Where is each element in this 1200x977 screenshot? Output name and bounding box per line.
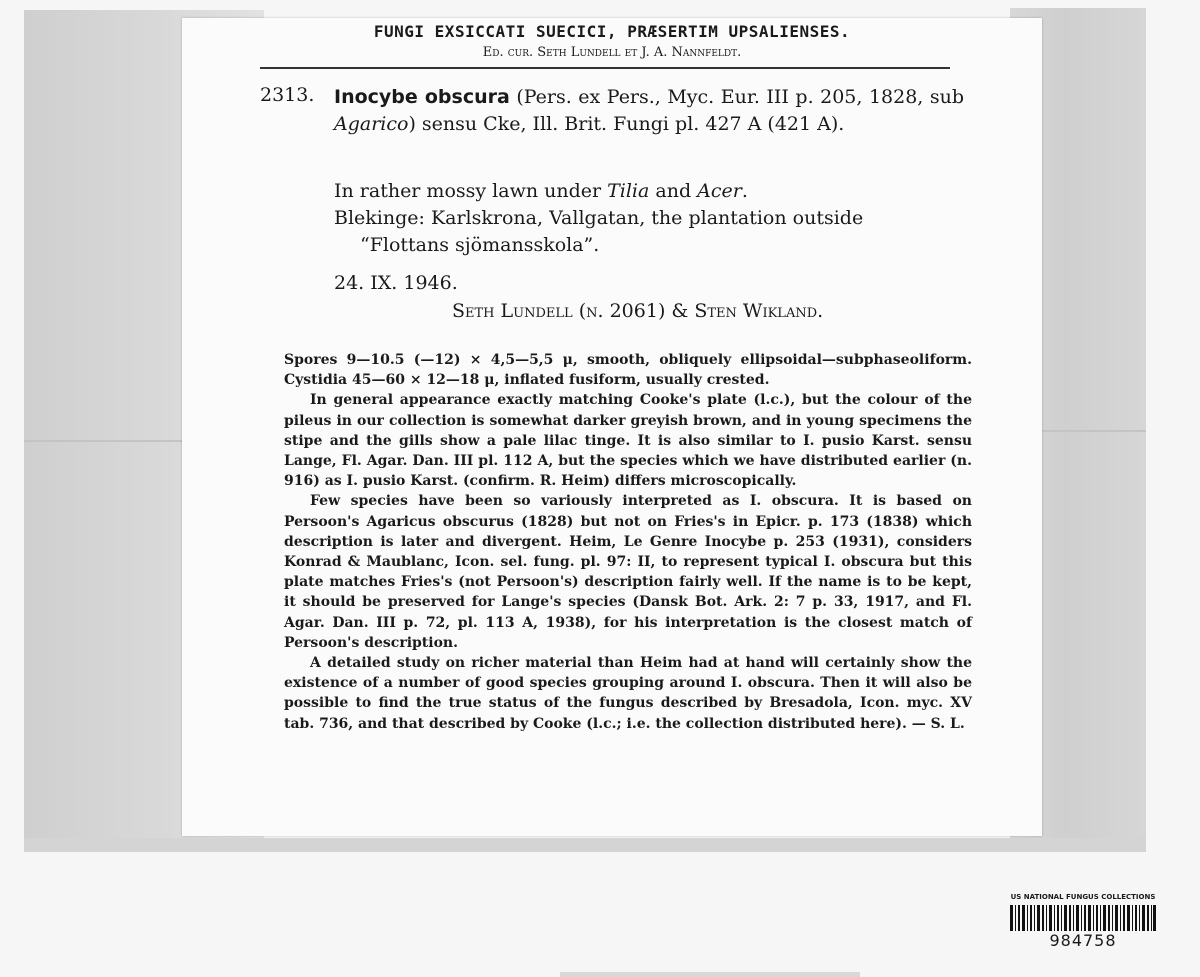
host-tree: Acer — [697, 180, 742, 202]
barcode-caption: US NATIONAL FUNGUS COLLECTIONS — [1010, 893, 1156, 901]
species-entry — [334, 84, 964, 138]
editors-line: Ed. cur. Seth Lundell et J. A. Nannfeldt. — [482, 45, 742, 60]
species-genus-ref: Agarico — [334, 113, 409, 135]
barcode-icon — [1010, 905, 1156, 931]
barcode-label — [1004, 893, 1162, 963]
species-name: Inocybe obscura — [334, 86, 510, 108]
habitat-text: . — [741, 180, 748, 202]
collection-date: 24. IX. 1946. — [334, 272, 458, 294]
description-text — [284, 350, 972, 734]
bottom-edge-strip — [560, 972, 860, 977]
host-tree: Tilia — [607, 180, 650, 202]
locality-name: “Flottans sjömansskola”. — [360, 234, 600, 256]
collectors: Seth Lundell (n. 2061) & Sten Wikland. — [452, 300, 824, 322]
spore-description: Spores 9—10.5 (—12) × 4,5—5,5 μ, smooth, obliquely ellipsoidal—subphaseoliform. Cystidia 45—60 × 12—18 μ, inflated fusiform, usually crested. — [284, 352, 972, 389]
header-rule — [260, 67, 950, 69]
species-citation-a: (Pers. ex Pers., Myc. Eur. III p. 205, 1828, sub — [509, 86, 964, 108]
habitat-text: In rather mossy lawn under — [334, 180, 608, 202]
closing-paragraph: A detailed study on richer material than Heim had at hand will certainly show the existence of a number of good species grouping around I. obscura. Then it will also be possible to find the true status of the fungus described by Bresadola, Icon. myc. XV tab. 736, and that described by Cooke (l.c.; i.e. the collection distributed here). — S. L. — [284, 655, 972, 732]
specimen-label — [182, 18, 1042, 836]
habitat-line — [334, 178, 964, 205]
species-citation-b: ) sensu Cke, Ill. Brit. Fungi pl. 427 A (421 A). — [408, 113, 845, 135]
exsiccata-number: 2313. — [260, 84, 315, 106]
nomenclature-paragraph: Few species have been so variously interpreted as I. obscura. It is based on Persoon's Agaricus obscurus (1828) but not on Fries's in Epicr. p. 173 (1838) which description is later and divergent. Heim, Le Genre Inocybe p. 253 (1931), considers Konrad & Maublanc, Icon. sel. fung. pl. 97: II, to represent typical I. obscura but this plate matches Fries's (not Persoon's) description fairly well. If the name is to be kept, it should be preserved for Lange's species (Dansk Bot. Ark. 2: 7 p. 33, 1917, and Fl. Agar. Dan. III p. 72, pl. 113 A, 1938), for his interpretation is the closest match of Persoon's description. — [284, 493, 972, 651]
locality-line: Blekinge: Karlskrona, Vallgatan, the plantation outside — [334, 207, 864, 229]
series-title: FUNGI EXSICCATI SUECICI, PRÆSERTIM UPSALIENSES. — [373, 22, 851, 41]
habitat-text: and — [649, 180, 698, 202]
habitat-block — [334, 178, 964, 259]
barcode-number: 984758 — [1049, 931, 1117, 950]
comparison-paragraph: In general appearance exactly matching Cooke's plate (l.c.), but the colour of the pileus in our collection is somewhat darker greyish brown, and in young specimens the stipe and the gills show a pale lilac tinge. It is also similar to I. pusio Karst. sensu Lange, Fl. Agar. Dan. III pl. 112 A, but the species which we have distributed earlier (n. 916) as I. pusio Karst. (confirm. R. Heim) differs microscopically. — [284, 392, 972, 490]
folder-bottom-edge — [24, 838, 1146, 852]
